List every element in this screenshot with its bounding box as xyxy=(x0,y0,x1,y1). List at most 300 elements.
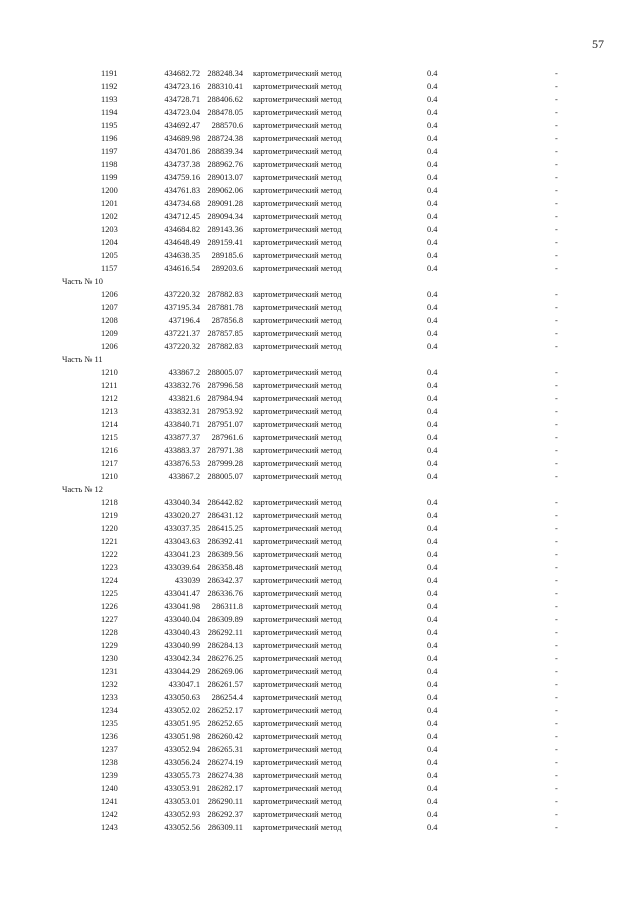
accuracy-cell: 0.4 xyxy=(427,407,438,416)
method-cell: картометрический метод xyxy=(253,212,342,221)
part-title: Часть № 10 xyxy=(62,277,103,286)
point-number: 1237 xyxy=(101,745,118,754)
method-cell: картометрический метод xyxy=(253,732,342,741)
x-coordinate: 433840.71 xyxy=(164,420,200,429)
table-row xyxy=(0,704,640,717)
table-row xyxy=(0,171,640,184)
method-cell: картометрический метод xyxy=(253,641,342,650)
x-coordinate: 433020.27 xyxy=(164,511,200,520)
point-number: 1194 xyxy=(101,108,118,117)
dash-cell: - xyxy=(555,498,558,507)
point-number: 1239 xyxy=(101,771,118,780)
y-coordinate: 286252.65 xyxy=(207,719,243,728)
y-coordinate: 286282.17 xyxy=(207,784,243,793)
method-cell: картометрический метод xyxy=(253,745,342,754)
accuracy-cell: 0.4 xyxy=(427,589,438,598)
table-row xyxy=(0,327,640,340)
table-row xyxy=(0,379,640,392)
y-coordinate: 286442.82 xyxy=(207,498,243,507)
table-row xyxy=(0,119,640,132)
dash-cell: - xyxy=(555,459,558,468)
dash-cell: - xyxy=(555,511,558,520)
x-coordinate: 433050.63 xyxy=(164,693,200,702)
table-row xyxy=(0,782,640,795)
table-row xyxy=(0,795,640,808)
table-row xyxy=(0,821,640,834)
accuracy-cell: 0.4 xyxy=(427,680,438,689)
table-row xyxy=(0,717,640,730)
y-coordinate: 286290.11 xyxy=(207,797,243,806)
x-coordinate: 433052.93 xyxy=(164,810,200,819)
table-row xyxy=(0,418,640,431)
dash-cell: - xyxy=(555,589,558,598)
y-coordinate: 286392.41 xyxy=(207,537,243,546)
accuracy-cell: 0.4 xyxy=(427,316,438,325)
point-number: 1201 xyxy=(101,199,118,208)
x-coordinate: 433055.73 xyxy=(164,771,200,780)
dash-cell: - xyxy=(555,147,558,156)
method-cell: картометрический метод xyxy=(253,823,342,832)
method-cell: картометрический метод xyxy=(253,563,342,572)
point-number: 1229 xyxy=(101,641,118,650)
point-number: 1230 xyxy=(101,654,118,663)
point-number: 1213 xyxy=(101,407,118,416)
accuracy-cell: 0.4 xyxy=(427,121,438,130)
part-title: Часть № 11 xyxy=(62,355,103,364)
table-row xyxy=(0,145,640,158)
point-number: 1206 xyxy=(101,342,118,351)
x-coordinate: 433876.53 xyxy=(164,459,200,468)
method-cell: картометрический метод xyxy=(253,654,342,663)
x-coordinate: 433041.23 xyxy=(164,550,200,559)
table-row xyxy=(0,548,640,561)
y-coordinate: 288005.07 xyxy=(207,368,243,377)
x-coordinate: 433053.01 xyxy=(164,797,200,806)
table-row xyxy=(0,756,640,769)
accuracy-cell: 0.4 xyxy=(427,342,438,351)
table-row xyxy=(0,223,640,236)
y-coordinate: 286252.17 xyxy=(207,706,243,715)
dash-cell: - xyxy=(555,251,558,260)
accuracy-cell: 0.4 xyxy=(427,264,438,273)
table-row xyxy=(0,444,640,457)
accuracy-cell: 0.4 xyxy=(427,654,438,663)
point-number: 1225 xyxy=(101,589,118,598)
y-coordinate: 286254.4 xyxy=(211,693,243,702)
dash-cell: - xyxy=(555,303,558,312)
y-coordinate: 287999.28 xyxy=(207,459,243,468)
point-number: 1203 xyxy=(101,225,118,234)
point-number: 1227 xyxy=(101,615,118,624)
x-coordinate: 434684.82 xyxy=(164,225,200,234)
x-coordinate: 433040.43 xyxy=(164,628,200,637)
method-cell: картометрический метод xyxy=(253,225,342,234)
dash-cell: - xyxy=(555,667,558,676)
point-number: 1196 xyxy=(101,134,118,143)
point-number: 1222 xyxy=(101,550,118,559)
accuracy-cell: 0.4 xyxy=(427,511,438,520)
method-cell: картометрический метод xyxy=(253,446,342,455)
method-cell: картометрический метод xyxy=(253,316,342,325)
table-row xyxy=(0,93,640,106)
dash-cell: - xyxy=(555,108,558,117)
table-row xyxy=(0,665,640,678)
point-number: 1215 xyxy=(101,433,118,442)
dash-cell: - xyxy=(555,82,558,91)
point-number: 1210 xyxy=(101,368,118,377)
method-cell: картометрический метод xyxy=(253,160,342,169)
method-cell: картометрический метод xyxy=(253,290,342,299)
x-coordinate: 434682.72 xyxy=(164,69,200,78)
table-row xyxy=(0,405,640,418)
method-cell: картометрический метод xyxy=(253,147,342,156)
part-heading xyxy=(0,353,640,366)
y-coordinate: 288005.07 xyxy=(207,472,243,481)
dash-cell: - xyxy=(555,654,558,663)
table-row xyxy=(0,158,640,171)
point-number: 1207 xyxy=(101,303,118,312)
part-title: Часть № 12 xyxy=(62,485,103,494)
x-coordinate: 433821.6 xyxy=(168,394,200,403)
method-cell: картометрический метод xyxy=(253,420,342,429)
x-coordinate: 433040.34 xyxy=(164,498,200,507)
y-coordinate: 288310.41 xyxy=(207,82,243,91)
method-cell: картометрический метод xyxy=(253,771,342,780)
x-coordinate: 434712.45 xyxy=(164,212,200,221)
method-cell: картометрический метод xyxy=(253,758,342,767)
y-coordinate: 286261.57 xyxy=(207,680,243,689)
method-cell: картометрический метод xyxy=(253,342,342,351)
accuracy-cell: 0.4 xyxy=(427,95,438,104)
point-number: 1199 xyxy=(101,173,118,182)
y-coordinate: 289094.34 xyxy=(207,212,243,221)
dash-cell: - xyxy=(555,537,558,546)
table-row xyxy=(0,249,640,262)
x-coordinate: 433867.2 xyxy=(168,368,200,377)
dash-cell: - xyxy=(555,368,558,377)
table-row xyxy=(0,769,640,782)
y-coordinate: 286415.25 xyxy=(207,524,243,533)
table-row xyxy=(0,184,640,197)
point-number: 1192 xyxy=(101,82,118,91)
y-coordinate: 287953.92 xyxy=(207,407,243,416)
point-number: 1195 xyxy=(101,121,118,130)
y-coordinate: 286274.19 xyxy=(207,758,243,767)
accuracy-cell: 0.4 xyxy=(427,706,438,715)
dash-cell: - xyxy=(555,550,558,559)
accuracy-cell: 0.4 xyxy=(427,329,438,338)
point-number: 1212 xyxy=(101,394,118,403)
dash-cell: - xyxy=(555,472,558,481)
y-coordinate: 287882.83 xyxy=(207,342,243,351)
dash-cell: - xyxy=(555,771,558,780)
point-number: 1231 xyxy=(101,667,118,676)
table-row xyxy=(0,496,640,509)
method-cell: картометрический метод xyxy=(253,498,342,507)
method-cell: картометрический метод xyxy=(253,680,342,689)
table-row xyxy=(0,574,640,587)
dash-cell: - xyxy=(555,342,558,351)
method-cell: картометрический метод xyxy=(253,576,342,585)
method-cell: картометрический метод xyxy=(253,407,342,416)
method-cell: картометрический метод xyxy=(253,524,342,533)
point-number: 1228 xyxy=(101,628,118,637)
accuracy-cell: 0.4 xyxy=(427,771,438,780)
dash-cell: - xyxy=(555,394,558,403)
y-coordinate: 288570.6 xyxy=(211,121,243,130)
accuracy-cell: 0.4 xyxy=(427,641,438,650)
y-coordinate: 287984.94 xyxy=(207,394,243,403)
x-coordinate: 433042.34 xyxy=(164,654,200,663)
dash-cell: - xyxy=(555,732,558,741)
accuracy-cell: 0.4 xyxy=(427,368,438,377)
point-number: 1235 xyxy=(101,719,118,728)
x-coordinate: 433043.63 xyxy=(164,537,200,546)
method-cell: картометрический метод xyxy=(253,381,342,390)
accuracy-cell: 0.4 xyxy=(427,719,438,728)
accuracy-cell: 0.4 xyxy=(427,446,438,455)
method-cell: картометрический метод xyxy=(253,537,342,546)
method-cell: картометрический метод xyxy=(253,199,342,208)
x-coordinate: 433056.24 xyxy=(164,758,200,767)
table-row xyxy=(0,587,640,600)
x-coordinate: 433877.37 xyxy=(164,433,200,442)
dash-cell: - xyxy=(555,433,558,442)
y-coordinate: 287856.8 xyxy=(211,316,243,325)
method-cell: картометрический метод xyxy=(253,550,342,559)
accuracy-cell: 0.4 xyxy=(427,225,438,234)
x-coordinate: 433052.56 xyxy=(164,823,200,832)
point-number: 1242 xyxy=(101,810,118,819)
dash-cell: - xyxy=(555,264,558,273)
x-coordinate: 434638.35 xyxy=(164,251,200,260)
method-cell: картометрический метод xyxy=(253,589,342,598)
accuracy-cell: 0.4 xyxy=(427,69,438,78)
table-row xyxy=(0,652,640,665)
accuracy-cell: 0.4 xyxy=(427,186,438,195)
y-coordinate: 286292.11 xyxy=(207,628,243,637)
point-number: 1234 xyxy=(101,706,118,715)
point-number: 1214 xyxy=(101,420,118,429)
x-coordinate: 433040.99 xyxy=(164,641,200,650)
dash-cell: - xyxy=(555,225,558,234)
point-number: 1157 xyxy=(101,264,118,273)
dash-cell: - xyxy=(555,381,558,390)
table-row xyxy=(0,236,640,249)
method-cell: картометрический метод xyxy=(253,69,342,78)
accuracy-cell: 0.4 xyxy=(427,823,438,832)
accuracy-cell: 0.4 xyxy=(427,758,438,767)
table-row xyxy=(0,613,640,626)
x-coordinate: 437195.34 xyxy=(164,303,200,312)
x-coordinate: 433832.76 xyxy=(164,381,200,390)
dash-cell: - xyxy=(555,615,558,624)
part-heading xyxy=(0,275,640,288)
accuracy-cell: 0.4 xyxy=(427,134,438,143)
point-number: 1193 xyxy=(101,95,118,104)
accuracy-cell: 0.4 xyxy=(427,537,438,546)
y-coordinate: 287857.85 xyxy=(207,329,243,338)
table-row xyxy=(0,288,640,301)
method-cell: картометрический метод xyxy=(253,810,342,819)
y-coordinate: 286311.8 xyxy=(211,602,243,611)
dash-cell: - xyxy=(555,199,558,208)
table-row xyxy=(0,210,640,223)
accuracy-cell: 0.4 xyxy=(427,602,438,611)
x-coordinate: 434689.98 xyxy=(164,134,200,143)
y-coordinate: 286342.37 xyxy=(207,576,243,585)
x-coordinate: 437220.32 xyxy=(164,290,200,299)
x-coordinate: 433052.02 xyxy=(164,706,200,715)
table-row xyxy=(0,600,640,613)
table-row xyxy=(0,535,640,548)
dash-cell: - xyxy=(555,693,558,702)
x-coordinate: 434734.68 xyxy=(164,199,200,208)
table-row xyxy=(0,509,640,522)
table-row xyxy=(0,457,640,470)
dash-cell: - xyxy=(555,810,558,819)
accuracy-cell: 0.4 xyxy=(427,576,438,585)
y-coordinate: 286358.48 xyxy=(207,563,243,572)
accuracy-cell: 0.4 xyxy=(427,147,438,156)
table-row xyxy=(0,392,640,405)
dash-cell: - xyxy=(555,316,558,325)
method-cell: картометрический метод xyxy=(253,394,342,403)
x-coordinate: 433039.64 xyxy=(164,563,200,572)
table-row xyxy=(0,67,640,80)
table-row xyxy=(0,808,640,821)
accuracy-cell: 0.4 xyxy=(427,251,438,260)
y-coordinate: 286389.56 xyxy=(207,550,243,559)
dash-cell: - xyxy=(555,628,558,637)
page-number: 57 xyxy=(592,37,604,51)
point-number: 1220 xyxy=(101,524,118,533)
dash-cell: - xyxy=(555,823,558,832)
x-coordinate: 437220.32 xyxy=(164,342,200,351)
x-coordinate: 434759.16 xyxy=(164,173,200,182)
method-cell: картометрический метод xyxy=(253,82,342,91)
method-cell: картометрический метод xyxy=(253,238,342,247)
x-coordinate: 434701.86 xyxy=(164,147,200,156)
accuracy-cell: 0.4 xyxy=(427,550,438,559)
y-coordinate: 288406.62 xyxy=(207,95,243,104)
accuracy-cell: 0.4 xyxy=(427,290,438,299)
x-coordinate: 433051.95 xyxy=(164,719,200,728)
accuracy-cell: 0.4 xyxy=(427,212,438,221)
y-coordinate: 289013.07 xyxy=(207,173,243,182)
method-cell: картометрический метод xyxy=(253,173,342,182)
dash-cell: - xyxy=(555,329,558,338)
accuracy-cell: 0.4 xyxy=(427,381,438,390)
dash-cell: - xyxy=(555,121,558,130)
point-number: 1233 xyxy=(101,693,118,702)
method-cell: картометрический метод xyxy=(253,511,342,520)
table-row xyxy=(0,522,640,535)
y-coordinate: 288839.34 xyxy=(207,147,243,156)
method-cell: картометрический метод xyxy=(253,693,342,702)
point-number: 1226 xyxy=(101,602,118,611)
x-coordinate: 433040.04 xyxy=(164,615,200,624)
x-coordinate: 437221.37 xyxy=(164,329,200,338)
point-number: 1232 xyxy=(101,680,118,689)
table-row xyxy=(0,561,640,574)
y-coordinate: 286309.11 xyxy=(207,823,243,832)
dash-cell: - xyxy=(555,186,558,195)
y-coordinate: 287882.83 xyxy=(207,290,243,299)
x-coordinate: 433883.37 xyxy=(164,446,200,455)
y-coordinate: 287971.38 xyxy=(207,446,243,455)
accuracy-cell: 0.4 xyxy=(427,433,438,442)
part-heading xyxy=(0,483,640,496)
accuracy-cell: 0.4 xyxy=(427,628,438,637)
point-number: 1219 xyxy=(101,511,118,520)
y-coordinate: 287881.78 xyxy=(207,303,243,312)
x-coordinate: 433041.47 xyxy=(164,589,200,598)
method-cell: картометрический метод xyxy=(253,472,342,481)
dash-cell: - xyxy=(555,641,558,650)
y-coordinate: 286284.13 xyxy=(207,641,243,650)
point-number: 1241 xyxy=(101,797,118,806)
accuracy-cell: 0.4 xyxy=(427,459,438,468)
y-coordinate: 286260.42 xyxy=(207,732,243,741)
y-coordinate: 288724.38 xyxy=(207,134,243,143)
dash-cell: - xyxy=(555,95,558,104)
method-cell: картометрический метод xyxy=(253,329,342,338)
accuracy-cell: 0.4 xyxy=(427,498,438,507)
point-number: 1221 xyxy=(101,537,118,546)
dash-cell: - xyxy=(555,290,558,299)
point-number: 1224 xyxy=(101,576,118,585)
accuracy-cell: 0.4 xyxy=(427,199,438,208)
accuracy-cell: 0.4 xyxy=(427,238,438,247)
y-coordinate: 288962.76 xyxy=(207,160,243,169)
coordinates-table xyxy=(0,67,640,834)
method-cell: картометрический метод xyxy=(253,602,342,611)
point-number: 1210 xyxy=(101,472,118,481)
table-row xyxy=(0,678,640,691)
x-coordinate: 433051.98 xyxy=(164,732,200,741)
method-cell: картометрический метод xyxy=(253,251,342,260)
table-row xyxy=(0,470,640,483)
point-number: 1238 xyxy=(101,758,118,767)
accuracy-cell: 0.4 xyxy=(427,108,438,117)
point-number: 1202 xyxy=(101,212,118,221)
dash-cell: - xyxy=(555,563,558,572)
accuracy-cell: 0.4 xyxy=(427,784,438,793)
x-coordinate: 434648.49 xyxy=(164,238,200,247)
y-coordinate: 288248.34 xyxy=(207,69,243,78)
y-coordinate: 286336.76 xyxy=(207,589,243,598)
x-coordinate: 437196.4 xyxy=(168,316,200,325)
point-number: 1200 xyxy=(101,186,118,195)
y-coordinate: 286309.89 xyxy=(207,615,243,624)
dash-cell: - xyxy=(555,706,558,715)
table-row xyxy=(0,262,640,275)
y-coordinate: 286292.37 xyxy=(207,810,243,819)
table-row xyxy=(0,80,640,93)
table-row xyxy=(0,106,640,119)
x-coordinate: 433867.2 xyxy=(168,472,200,481)
accuracy-cell: 0.4 xyxy=(427,303,438,312)
accuracy-cell: 0.4 xyxy=(427,693,438,702)
y-coordinate: 289091.28 xyxy=(207,199,243,208)
method-cell: картометрический метод xyxy=(253,628,342,637)
dash-cell: - xyxy=(555,407,558,416)
accuracy-cell: 0.4 xyxy=(427,615,438,624)
method-cell: картометрический метод xyxy=(253,615,342,624)
accuracy-cell: 0.4 xyxy=(427,394,438,403)
y-coordinate: 286269.06 xyxy=(207,667,243,676)
